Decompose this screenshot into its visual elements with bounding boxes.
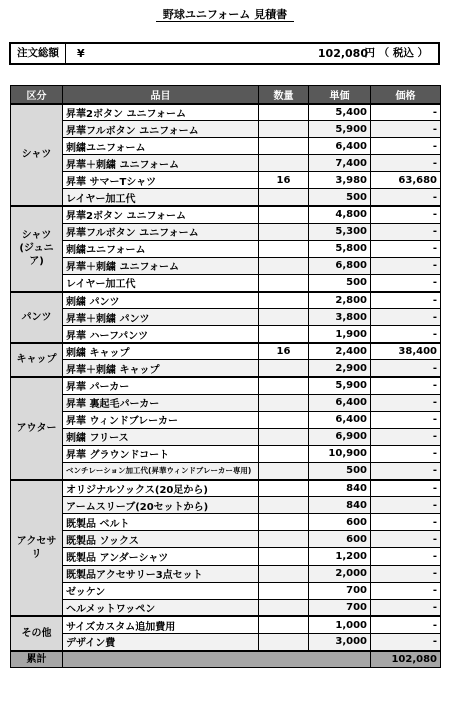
- price-cell: -: [371, 531, 441, 548]
- table-row: [11, 582, 441, 599]
- category-cell: その他: [11, 616, 63, 650]
- category-cell: シャツ (ジュニア): [11, 206, 63, 291]
- unit-price-cell: 6,400: [309, 394, 371, 411]
- table-row: [11, 565, 441, 582]
- price-cell: -: [371, 497, 441, 514]
- category-cell: キャップ: [11, 343, 63, 377]
- quantity-cell[interactable]: [259, 138, 309, 155]
- quantity-cell[interactable]: 16: [259, 343, 309, 360]
- item-name-cell: 昇華＋刺繍 キャップ: [63, 360, 259, 377]
- price-cell: -: [371, 138, 441, 155]
- price-cell: -: [371, 514, 441, 531]
- quantity-cell[interactable]: [259, 104, 309, 121]
- quantity-cell[interactable]: [259, 206, 309, 223]
- table-row: [11, 445, 441, 462]
- table-row: [11, 514, 441, 531]
- price-cell: -: [371, 274, 441, 291]
- table-row: [11, 531, 441, 548]
- price-cell: -: [371, 309, 441, 326]
- summary-amount: 102,080: [371, 651, 441, 668]
- estimate-table: [10, 85, 441, 668]
- item-name-cell: 既製品 アンダーシャツ: [63, 548, 259, 565]
- item-name-cell: 昇華フルボタン ユニフォーム: [63, 121, 259, 138]
- item-name-cell: 昇華フルボタン ユニフォーム: [63, 223, 259, 240]
- category-cell: アウター: [11, 377, 63, 480]
- unit-price-cell: 7,400: [309, 155, 371, 172]
- item-name-cell: サイズカスタム追加費用: [63, 616, 259, 633]
- unit-price-cell: 5,300: [309, 223, 371, 240]
- table-row: [11, 274, 441, 291]
- item-name-cell: 刺繍 キャップ: [63, 343, 259, 360]
- price-cell: -: [371, 206, 441, 223]
- unit-price-cell: 1,200: [309, 548, 371, 565]
- table-row: [11, 223, 441, 240]
- quantity-cell[interactable]: [259, 394, 309, 411]
- table-row: [11, 548, 441, 565]
- table-row: [11, 360, 441, 377]
- table-row: [11, 428, 441, 445]
- table-body: [11, 104, 441, 668]
- table-row: [11, 497, 441, 514]
- quantity-cell[interactable]: [259, 462, 309, 479]
- table-row: [11, 189, 441, 206]
- item-name-cell: ベンチレーション加工代(昇華ウィンドブレーカー専用): [63, 462, 259, 479]
- unit-price-cell: 840: [309, 497, 371, 514]
- item-name-cell: 昇華2ボタン ユニフォーム: [63, 206, 259, 223]
- title-underline: [156, 21, 294, 22]
- quantity-cell[interactable]: 16: [259, 172, 309, 189]
- unit-price-cell: 10,900: [309, 445, 371, 462]
- unit-price-cell: 5,900: [309, 121, 371, 138]
- header-item: 品目: [63, 86, 259, 104]
- item-name-cell: 昇華 パーカー: [63, 377, 259, 394]
- item-name-cell: アームスリーブ(20セットから): [63, 497, 259, 514]
- price-cell: -: [371, 633, 441, 650]
- price-cell: -: [371, 462, 441, 479]
- quantity-cell[interactable]: [259, 411, 309, 428]
- summary-spacer: [63, 651, 371, 668]
- quantity-cell[interactable]: [259, 445, 309, 462]
- unit-price-cell: 1,900: [309, 326, 371, 343]
- price-cell: -: [371, 360, 441, 377]
- unit-price-cell: 500: [309, 462, 371, 479]
- table-row: [11, 377, 441, 394]
- price-cell: -: [371, 565, 441, 582]
- unit-price-cell: 4,800: [309, 206, 371, 223]
- price-cell: -: [371, 480, 441, 497]
- item-name-cell: 昇華 ハーフパンツ: [63, 326, 259, 343]
- quantity-cell[interactable]: [259, 599, 309, 616]
- category-cell: シャツ: [11, 104, 63, 207]
- item-name-cell: 昇華＋刺繍 ユニフォーム: [63, 155, 259, 172]
- unit-price-cell: 700: [309, 599, 371, 616]
- table-row: [11, 599, 441, 616]
- unit-price-cell: 5,800: [309, 240, 371, 257]
- item-name-cell: ヘルメットワッペン: [63, 599, 259, 616]
- price-cell: -: [371, 428, 441, 445]
- price-cell: -: [371, 377, 441, 394]
- unit-price-cell: 2,400: [309, 343, 371, 360]
- item-name-cell: 刺繍 フリース: [63, 428, 259, 445]
- unit-price-cell: 600: [309, 531, 371, 548]
- table-row: [11, 121, 441, 138]
- price-cell: -: [371, 445, 441, 462]
- price-cell: -: [371, 104, 441, 121]
- order-total-label: 注文総額: [11, 44, 66, 63]
- item-name-cell: デザイン費: [63, 633, 259, 650]
- table-row: [11, 104, 441, 121]
- quantity-cell[interactable]: [259, 274, 309, 291]
- header-unit-price: 単価: [309, 86, 371, 104]
- quantity-cell[interactable]: [259, 121, 309, 138]
- table-row: [11, 394, 441, 411]
- item-name-cell: 昇華 ウィンドブレーカー: [63, 411, 259, 428]
- header-price: 価格: [371, 86, 441, 104]
- unit-price-cell: 6,400: [309, 411, 371, 428]
- order-total-amount: 102,080: [317, 47, 368, 60]
- price-cell: -: [371, 616, 441, 633]
- table-row: [11, 240, 441, 257]
- unit-price-cell: 2,000: [309, 565, 371, 582]
- item-name-cell: 昇華＋刺繍 パンツ: [63, 309, 259, 326]
- item-name-cell: 昇華 グラウンドコート: [63, 445, 259, 462]
- quantity-cell[interactable]: [259, 257, 309, 274]
- quantity-cell[interactable]: [259, 189, 309, 206]
- item-name-cell: 既製品 ソックス: [63, 531, 259, 548]
- quantity-cell[interactable]: [259, 565, 309, 582]
- table-row: [11, 138, 441, 155]
- unit-price-cell: 6,400: [309, 138, 371, 155]
- summary-row: [11, 651, 441, 668]
- item-name-cell: ゼッケン: [63, 582, 259, 599]
- item-name-cell: レイヤー加工代: [63, 274, 259, 291]
- quantity-cell[interactable]: [259, 633, 309, 650]
- price-cell: -: [371, 548, 441, 565]
- unit-price-cell: 840: [309, 480, 371, 497]
- price-cell: 63,680: [371, 172, 441, 189]
- price-cell: -: [371, 155, 441, 172]
- quantity-cell[interactable]: [259, 428, 309, 445]
- unit-price-cell: 5,900: [309, 377, 371, 394]
- price-cell: -: [371, 240, 441, 257]
- item-name-cell: 昇華2ボタン ユニフォーム: [63, 104, 259, 121]
- price-cell: -: [371, 223, 441, 240]
- quantity-cell[interactable]: [259, 616, 309, 633]
- quantity-cell[interactable]: [259, 326, 309, 343]
- unit-price-cell: 2,900: [309, 360, 371, 377]
- quantity-cell[interactable]: [259, 497, 309, 514]
- price-cell: -: [371, 582, 441, 599]
- quantity-cell[interactable]: [259, 360, 309, 377]
- table-row: [11, 257, 441, 274]
- price-cell: -: [371, 121, 441, 138]
- item-name-cell: 昇華 サマーTシャツ: [63, 172, 259, 189]
- header-quantity: 数量: [259, 86, 309, 104]
- item-name-cell: 刺繍ユニフォーム: [63, 138, 259, 155]
- item-name-cell: 昇華 裏起毛パーカー: [63, 394, 259, 411]
- item-name-cell: オリジナルソックス(20足から): [63, 480, 259, 497]
- quantity-cell[interactable]: [259, 292, 309, 309]
- price-cell: -: [371, 411, 441, 428]
- table-row: [11, 633, 441, 650]
- unit-price-cell: 3,800: [309, 309, 371, 326]
- unit-price-cell: 700: [309, 582, 371, 599]
- unit-price-cell: 6,800: [309, 257, 371, 274]
- unit-price-cell: 1,000: [309, 616, 371, 633]
- item-name-cell: 既製品アクセサリー3点セット: [63, 565, 259, 582]
- price-cell: -: [371, 394, 441, 411]
- category-cell: パンツ: [11, 292, 63, 343]
- price-cell: -: [371, 599, 441, 616]
- table-row: [11, 206, 441, 223]
- summary-label: 累計: [11, 651, 63, 668]
- price-cell: -: [371, 326, 441, 343]
- table-header-row: [11, 86, 441, 104]
- quantity-cell[interactable]: [259, 377, 309, 394]
- order-total-unit: 円 （ 税込 ）: [364, 47, 428, 59]
- quantity-cell[interactable]: [259, 309, 309, 326]
- table-row: [11, 309, 441, 326]
- order-total-box: [9, 42, 440, 65]
- category-cell: アクセサリ: [11, 480, 63, 617]
- price-cell: -: [371, 292, 441, 309]
- unit-price-cell: 500: [309, 274, 371, 291]
- unit-price-cell: 2,800: [309, 292, 371, 309]
- yen-symbol: ¥: [77, 47, 85, 60]
- item-name-cell: レイヤー加工代: [63, 189, 259, 206]
- unit-price-cell: 500: [309, 189, 371, 206]
- table-row: [11, 411, 441, 428]
- unit-price-cell: 5,400: [309, 104, 371, 121]
- price-cell: 38,400: [371, 343, 441, 360]
- table-row: [11, 326, 441, 343]
- quantity-cell[interactable]: [259, 223, 309, 240]
- item-name-cell: 刺繍ユニフォーム: [63, 240, 259, 257]
- quantity-cell[interactable]: [259, 240, 309, 257]
- quantity-cell[interactable]: [259, 531, 309, 548]
- table-row: [11, 292, 441, 309]
- table-row: [11, 343, 441, 360]
- price-cell: -: [371, 257, 441, 274]
- unit-price-cell: 600: [309, 514, 371, 531]
- table-row: [11, 172, 441, 189]
- item-name-cell: 刺繍 パンツ: [63, 292, 259, 309]
- header-category: 区分: [11, 86, 63, 104]
- quantity-cell[interactable]: [259, 514, 309, 531]
- quantity-cell[interactable]: [259, 480, 309, 497]
- table-row: [11, 616, 441, 633]
- unit-price-cell: 6,900: [309, 428, 371, 445]
- document-title: 野球ユニフォーム 見積書: [162, 8, 288, 21]
- table-row: [11, 155, 441, 172]
- quantity-cell[interactable]: [259, 582, 309, 599]
- item-name-cell: 昇華＋刺繍 ユニフォーム: [63, 257, 259, 274]
- table-row: [11, 480, 441, 497]
- price-cell: -: [371, 189, 441, 206]
- unit-price-cell: 3,980: [309, 172, 371, 189]
- item-name-cell: 既製品 ベルト: [63, 514, 259, 531]
- table-row: [11, 462, 441, 479]
- quantity-cell[interactable]: [259, 548, 309, 565]
- quantity-cell[interactable]: [259, 155, 309, 172]
- unit-price-cell: 3,000: [309, 633, 371, 650]
